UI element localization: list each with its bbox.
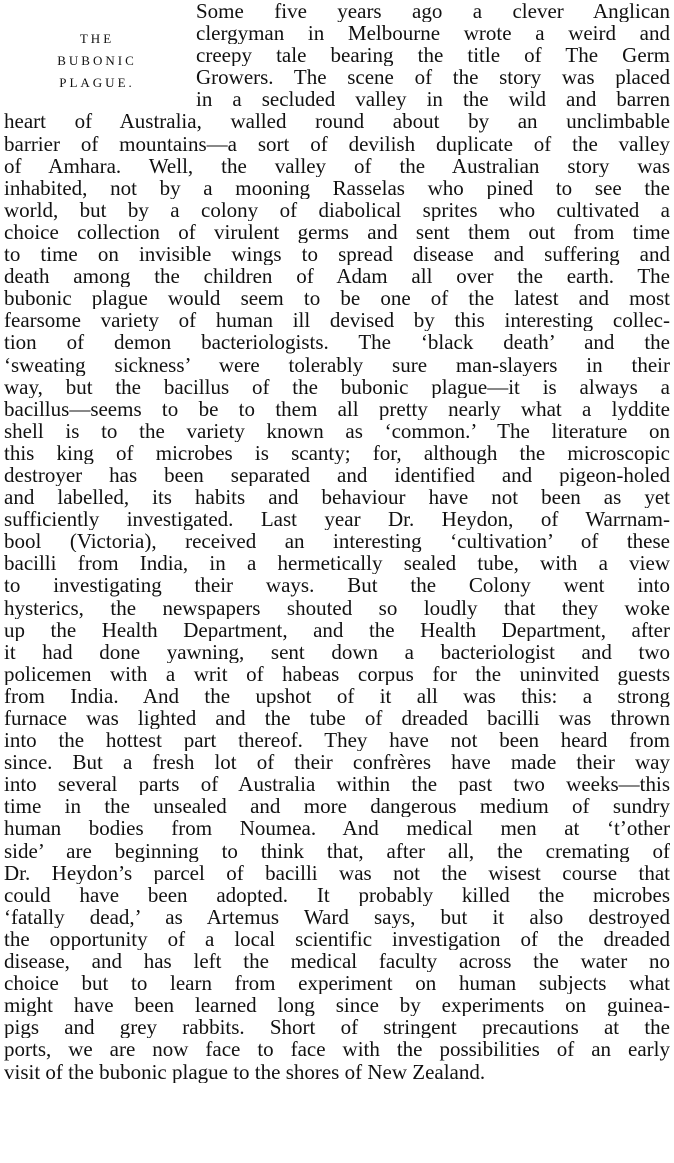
text-line: ports, we are now face to face with the possibilities of an early [4, 1038, 670, 1061]
text-line: in a secluded valley in the wild and barren [196, 88, 670, 111]
text-line: hysterics, the newspapers shouted so loudly that they woke [4, 596, 670, 619]
text-line: way, but the bacillus of the bubonic plague—it is always a [4, 375, 670, 398]
text-line: could have been adopted. It probably killed the microbes [4, 883, 670, 906]
text-line: bacilli from India, in a hermetically sealed tube, with a view [4, 552, 670, 575]
text-line: might have been learned long since by experiments on guinea- [4, 994, 670, 1017]
text-line: visit of the bubonic plague to the shores of New Zealand. [4, 1060, 486, 1083]
text-line: the opportunity of a local scientific investigation of the dreaded [4, 927, 670, 951]
side-heading-line: PLAGUE. [59, 75, 135, 90]
text-line: destroyer has been separated and identified and pigeon-holed [4, 463, 670, 487]
text-line: disease, and has left the medical faculty across the water no [4, 950, 670, 973]
article-body [4, 0, 670, 1083]
text-line: pigs and grey rabbits. Short of stringent precautions at the [4, 1016, 670, 1039]
text-line: creepy tale bearing the title of The Germ [196, 44, 670, 67]
text-line: bacillus—seems to be to them all pretty nearly what a lyddite [4, 397, 670, 420]
text-line: Some five years ago a clever Anglican [196, 0, 670, 23]
text-line: furnace was lighted and the tube of dreaded bacilli was thrown [4, 707, 670, 730]
text-line: into the hottest part thereof. They have not been heard from [4, 729, 670, 752]
text-line: of Amhara. Well, the valley of the Australian story was [4, 154, 670, 177]
text-line: since. But a fresh lot of their confrères have made their way [4, 751, 670, 774]
text-line: sufficiently investigated. Last year Dr. Heydon, of Warrnam- [4, 508, 670, 531]
text-line: into several parts of Australia within the past two weeks—this [4, 773, 670, 796]
text-line: side’ are beginning to think that, after all, the cremating of [4, 839, 670, 862]
text-line: this king of microbes is scanty; for, although the microscopic [4, 441, 670, 464]
text-line: to investigating their ways. But the Colony went into [4, 574, 670, 597]
text-line: inhabited, not by a mooning Rasselas who pined to see the [4, 176, 670, 199]
text-line: bool (Victoria), received an interesting ‘cultivation’ of these [4, 530, 670, 553]
text-line: barrier of mountains—a sort of devilish duplicate of the valley [4, 132, 670, 155]
side-heading-line: THE [79, 31, 115, 46]
text-line: bubonic plague would seem to be one of the latest and most [4, 287, 670, 310]
text-line: death among the children of Adam all over the earth. The [4, 265, 670, 288]
text-line: clergyman in Melbourne wrote a weird and [196, 22, 670, 45]
text-line: choice collection of virulent germs and sent them out from time [4, 220, 670, 244]
text-line: up the Health Department, and the Health Department, after [4, 618, 670, 641]
text-line: Growers. The scene of the story was placed [196, 66, 670, 89]
text-line: and labelled, its habits and behaviour have not been as yet [4, 486, 670, 509]
text-line: ‘fatally dead,’ as Artemus Ward says, but it also destroyed [4, 905, 670, 928]
text-line: policemen with a writ of habeas corpus for the uninvited guests [4, 662, 670, 685]
text-line: choice but to learn from experiment on human subjects what [4, 972, 670, 995]
text-line: it had done yawning, sent down a bacteriologist and two [4, 640, 670, 663]
text-line: tion of demon bacteriologists. The ‘black death’ and the [4, 331, 670, 354]
text-line: from India. And the upshot of it all was this: a strong [4, 684, 670, 707]
text-line: human bodies from Noumea. And medical men at ‘t’other [4, 817, 670, 840]
text-line: world, but by a colony of diabolical sprites who cultivated a [4, 198, 670, 221]
text-line: time in the unsealed and more dangerous medium of sundry [4, 795, 670, 818]
side-heading-line: BUBONIC [57, 53, 137, 68]
text-line: fearsome variety of human ill devised by this interesting collec- [4, 309, 670, 332]
text-line: heart of Australia, walled round about by an unclimbable [4, 110, 670, 133]
text-line: ‘sweating sickness’ were tolerably sure man-slayers in their [4, 353, 670, 376]
text-line: Dr. Heydon’s parcel of bacilli was not the wisest course that [4, 861, 670, 884]
text-line: shell is to the variety known as ‘common.’ The literature on [4, 419, 670, 442]
text-line: to time on invisible wings to spread disease and suffering and [4, 243, 670, 266]
